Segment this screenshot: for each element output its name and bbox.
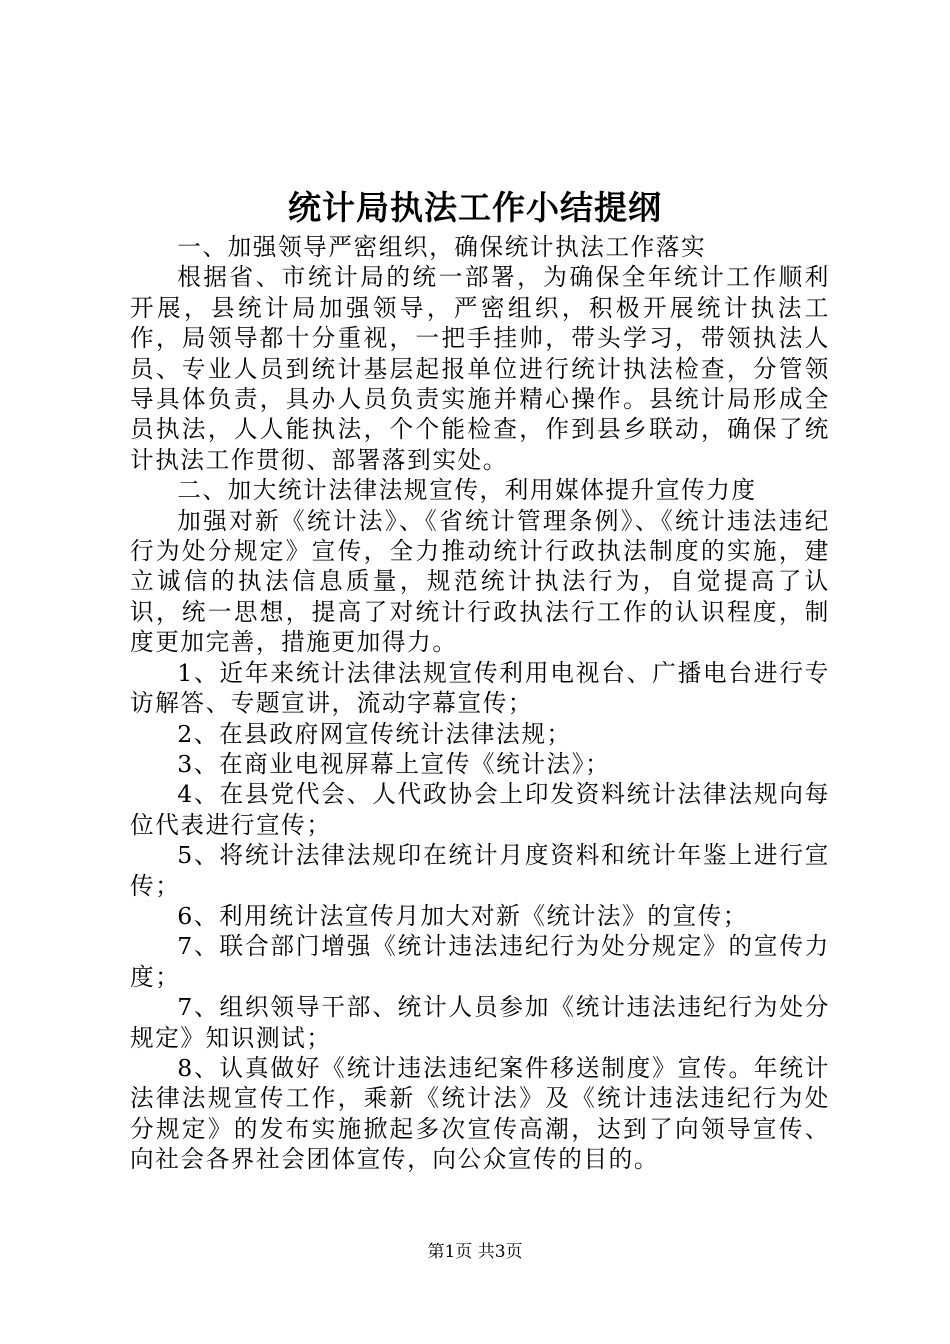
list-item: 8、认真做好《统计违法违纪案件移送制度》宣传。年统计法律法规宣传工作，乘新《统计法》及《统计违法违纪行为处分规定》的发布实施掀起多次宣传高潮，达到了向领导宣传、向社会各界社会团体宣传，向公众宣传的目的。 <box>130 1053 830 1174</box>
list-item: 1、近年来统计法律法规宣传利用电视台、广播电台进行专访解答、专题宣讲，流动字幕宣传； <box>130 658 830 718</box>
list-item: 7、组织领导干部、统计人员参加《统计违法违纪行为处分规定》知识测试； <box>130 993 830 1052</box>
list-item: 2、在县政府网宣传统计法律法规； <box>177 719 572 748</box>
body-paragraph: 根据省、市统计局的统一部署，为确保全年统计工作顺利开展，县统计局加强领导，严密组织，积极开展统计执法工作，局领导都十分重视，一把手挂帅，带头学习，带领执法人员、专业人员到统计基层起报单位进行统计执法检查，分管领导具体负责，具办人员负责实施并精心操作。县统计局形成全员执法，人人能执法，个个能检查，作到县乡联动，确保了统计执法工作贯彻、部署落到实处。 <box>130 263 830 474</box>
list-item: 5、将统计法律法规印在统计月度资料和统计年鉴上进行宣传； <box>130 841 830 900</box>
document-body <box>130 232 830 1175</box>
list-item: 6、利用统计法宣传月加大对新《统计法》的宣传； <box>177 901 749 930</box>
section-heading-2: 二、加大统计法律法规宣传，利用媒体提升宣传力度 <box>177 476 757 505</box>
body-paragraph: 加强对新《统计法》、《省统计管理条例》、《统计违法违纪行为处分规定》宣传，全力推动统计行政执法制度的实施，建立诚信的执法信息质量，规范统计执法行为，自觉提高了认识，统一思想，提高了对统计行政执法行工作的认识程度，制度更加完善，措施更加得力。 <box>130 506 830 657</box>
list-item: 7、联合部门增强《统计违法违纪行为处分规定》的宣传力度； <box>130 932 830 991</box>
list-item: 3、在商业电视屏幕上宣传《统计法》； <box>177 749 611 778</box>
page-number-footer: 第1页 共3页 <box>427 1242 523 1262</box>
section-heading-1: 一、加强领导严密组织，确保统计执法工作落实 <box>177 233 707 261</box>
list-item: 4、在县党代会、人代政协会上印发资料统计法律法规向每位代表进行宣传； <box>130 780 830 839</box>
document-title: 统计局执法工作小结提纲 <box>288 188 662 227</box>
